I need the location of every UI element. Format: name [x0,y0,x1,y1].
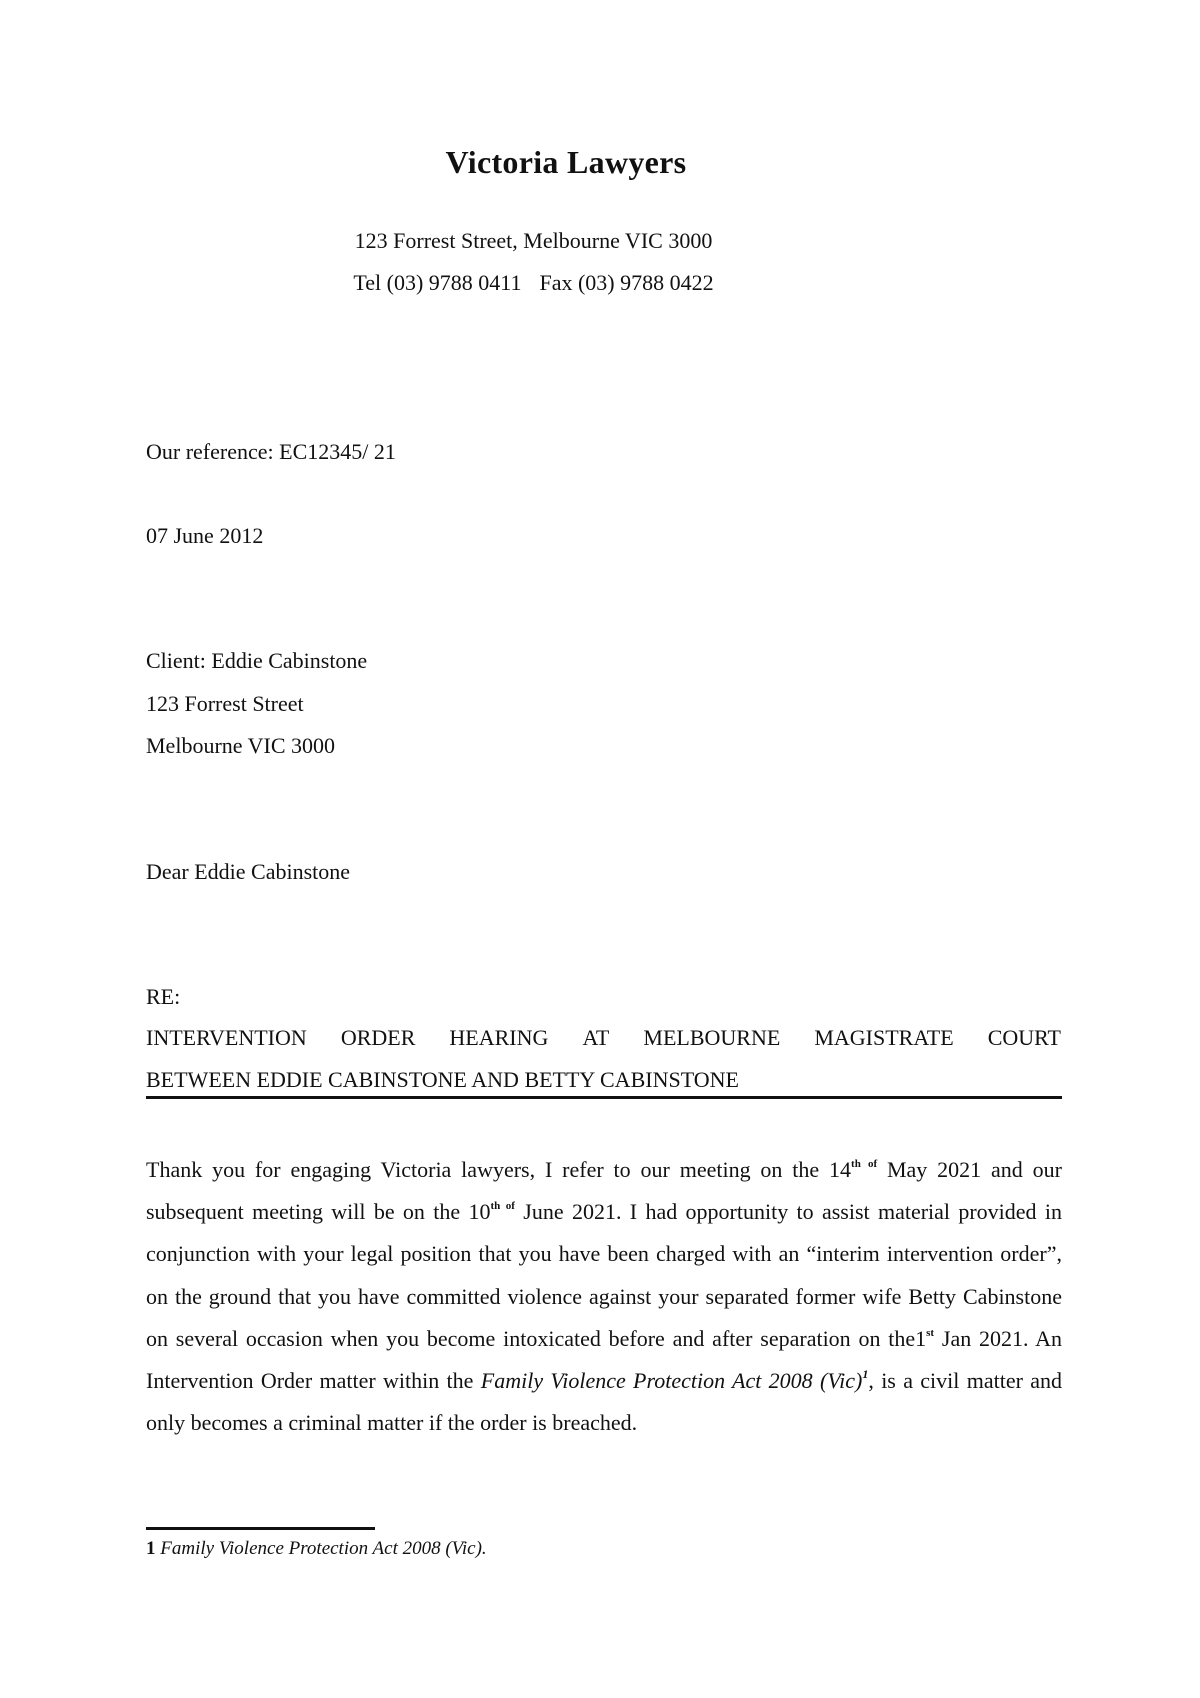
our-reference: Our reference: EC12345/ 21 [146,439,396,464]
ordinal-suffix: st [926,1326,935,1339]
recipient-street: 123 Forrest Street [146,691,304,716]
ordinal-suffix: th of [490,1200,515,1213]
subject-word: INTERVENTION [146,1025,307,1050]
body-text: May 2021 and our subsequent meeting will be on the 10 [146,1157,1062,1225]
subject-heading [146,1025,1061,1097]
footnote [146,1538,487,1560]
subject-underline [146,1096,1062,1099]
subject-line-2: BETWEEN EDDIE CABINSTONE AND BETTY CABINSTONE [146,1067,739,1092]
subject-word: HEARING [449,1025,549,1050]
subject-label: RE: [146,984,181,1009]
letter-date: 07 June 2012 [146,523,264,548]
body-text: Thank you for engaging Victoria lawyers, I refer to our meeting on the 14 [146,1157,852,1182]
ordinal-suffix: th of [851,1158,878,1170]
recipient-client: Client: Eddie Cabinstone [146,648,368,673]
subject-word: MELBOURNE [643,1025,781,1050]
footnote-number: 1 [146,1538,156,1559]
firm-fax: Fax (03) 9788 0422 [539,270,714,295]
firm-tel: Tel (03) 9788 0411 [353,270,522,295]
footnote-reference[interactable]: 1 [862,1367,869,1382]
subject-word: MAGISTRATE [814,1025,954,1050]
body-text: June 2021. I had opportunity to assist material provided in conjunction with your legal position that you have been charged with an “interim intervention order”, on the ground that you have committed violence against your separated former wife Betty Cabinstone on several occasion when you become intoxicated before and after separation on the1 [146,1199,1062,1351]
subject-word: AT [582,1025,610,1050]
footnote-text: Family Violence Protection Act 2008 (Vic). [160,1538,487,1559]
act-citation: Family Violence Protection Act 2008 (Vic) [480,1368,863,1394]
body-text: , is a civil matter and only becomes a criminal matter if the order is breached. [146,1368,1062,1436]
firm-address: 123 Forrest Street, Melbourne VIC 3000 [354,228,713,253]
body-paragraph [146,1149,1062,1444]
recipient-city: Melbourne VIC 3000 [146,733,336,758]
subject-line-1 [146,1025,1061,1057]
firm-name: Victoria Lawyers [445,144,687,180]
subject-word: COURT [987,1025,1061,1050]
salutation: Dear Eddie Cabinstone [146,859,351,884]
subject-word: ORDER [340,1025,416,1050]
body-text: Jan 2021. An Intervention Order matter within the [146,1325,1062,1394]
firm-contact [0,270,1067,296]
footnote-separator [146,1527,375,1530]
